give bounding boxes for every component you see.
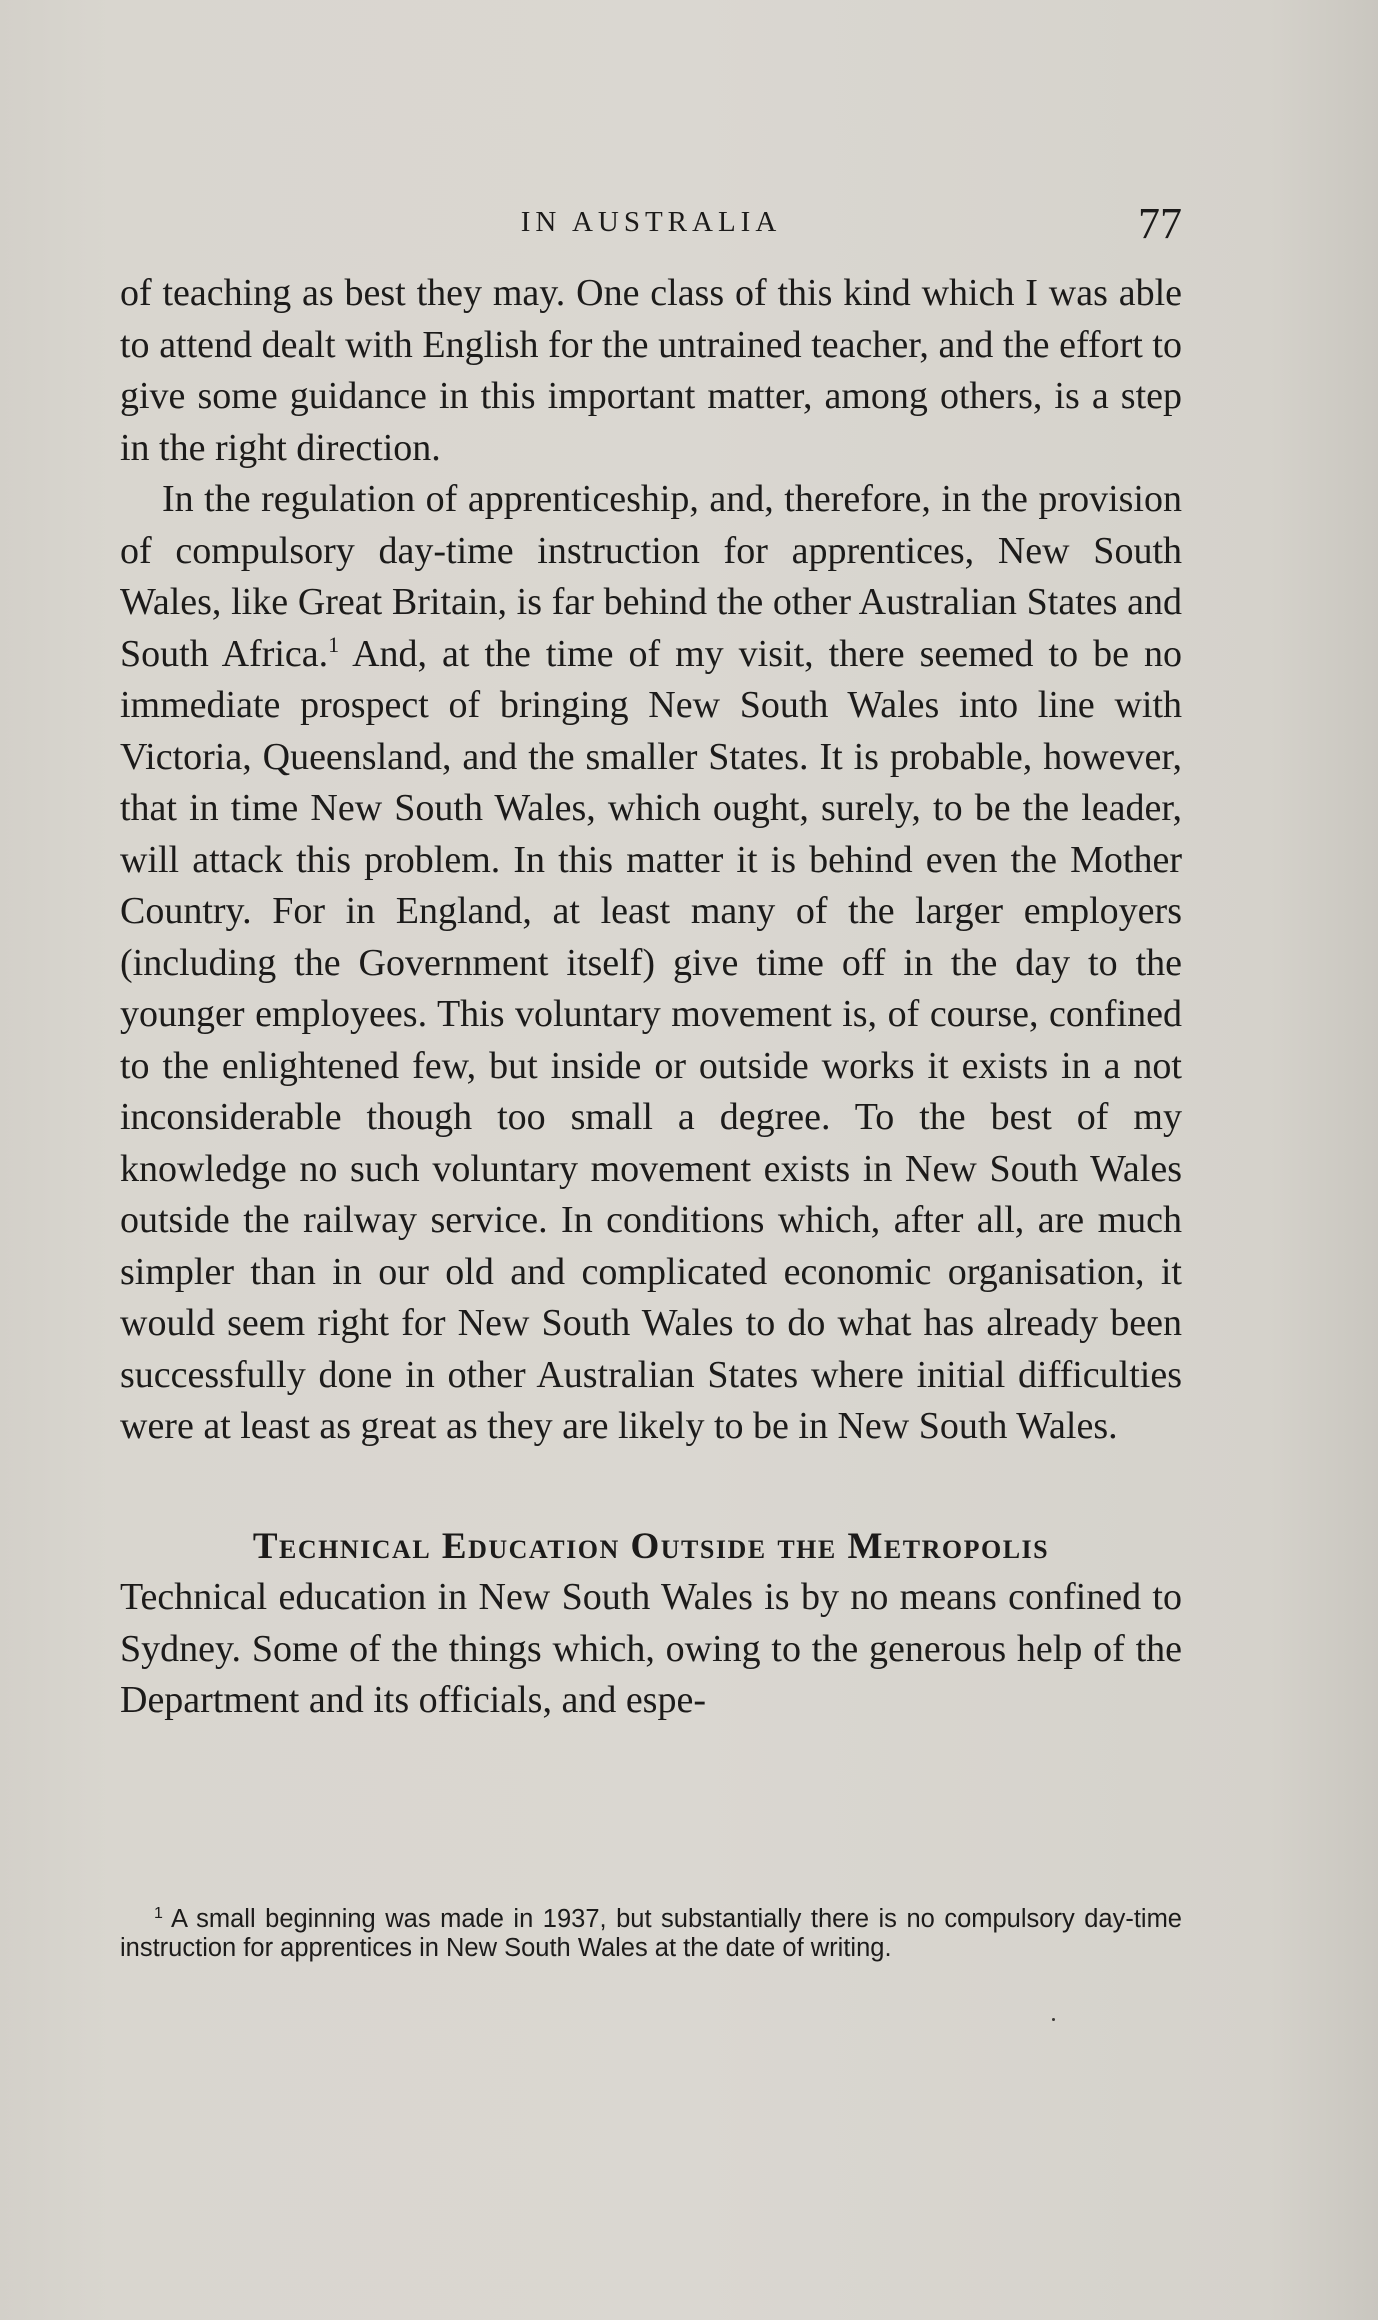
footnote — [120, 1905, 1182, 1963]
footnote-body: A small beginning was made in 1937, but substantially there is no compulsory day-time instruction for apprentices in New South Wales at the date of writing. — [120, 1905, 1182, 1962]
running-title: IN AUSTRALIA — [520, 206, 782, 238]
paper-speck — [1052, 2018, 1055, 2021]
paragraph-technical-education: Technical education in New South Wales is by no means confined to Sydney. Some of the things which, owing to the generous help of the Department and its officials, and espe- — [120, 1576, 1182, 1721]
body-text — [120, 268, 1182, 1727]
paragraph-text-after-note: And, at the time of my visit, there seemed to be no immediate prospect of bringing New South Wales into line with Victoria, Queensland, and the smaller States. It is probable, however, that in time New South Wales, which ought, surely, to be the leader, will attack this problem. In this matter it is behind even the Mother Country. For in England, at least many of the larger employers (including the Government itself) give time off in the day to the younger employees. This voluntary movement is, of course, confined to the enlightened few, but inside or outside works it exists in a not inconsiderable though too small a degree. To the best of my knowledge no such voluntary movement exists in New South Wales outside the railway service. In conditions which, after all, are much simpler than in our old and complicated economic organisation, it would seem right for New South Wales to do what has already been successfully done in other Australian States where initial difficulties were at least as great as they are likely to be in New South Wales. — [120, 632, 1183, 1447]
paragraph-text-before-note: In the regulation of apprenticeship, and, therefore, in the provision of compulsory day-time instruction for apprentices, New South Wales, like Great Britain, is far behind the other Australian States and South Africa. — [120, 478, 1182, 675]
footnote-reference: 1 — [328, 631, 340, 657]
paragraph-apprenticeship — [120, 474, 1182, 1453]
footnote-text — [120, 1905, 1182, 1963]
running-head — [120, 198, 1182, 258]
page-number: 77 — [1138, 199, 1182, 248]
footnote-marker: 1 — [154, 1905, 163, 1922]
section-heading: Technical Education Outside the Metropolis — [252, 1525, 1050, 1567]
paragraph-continued: of teaching as best they may. One class of this kind which I was able to attend dealt with English for the untrained teacher, and the effort to give some guidance in this important matter, among others, is a step in the right direction. — [120, 272, 1182, 469]
